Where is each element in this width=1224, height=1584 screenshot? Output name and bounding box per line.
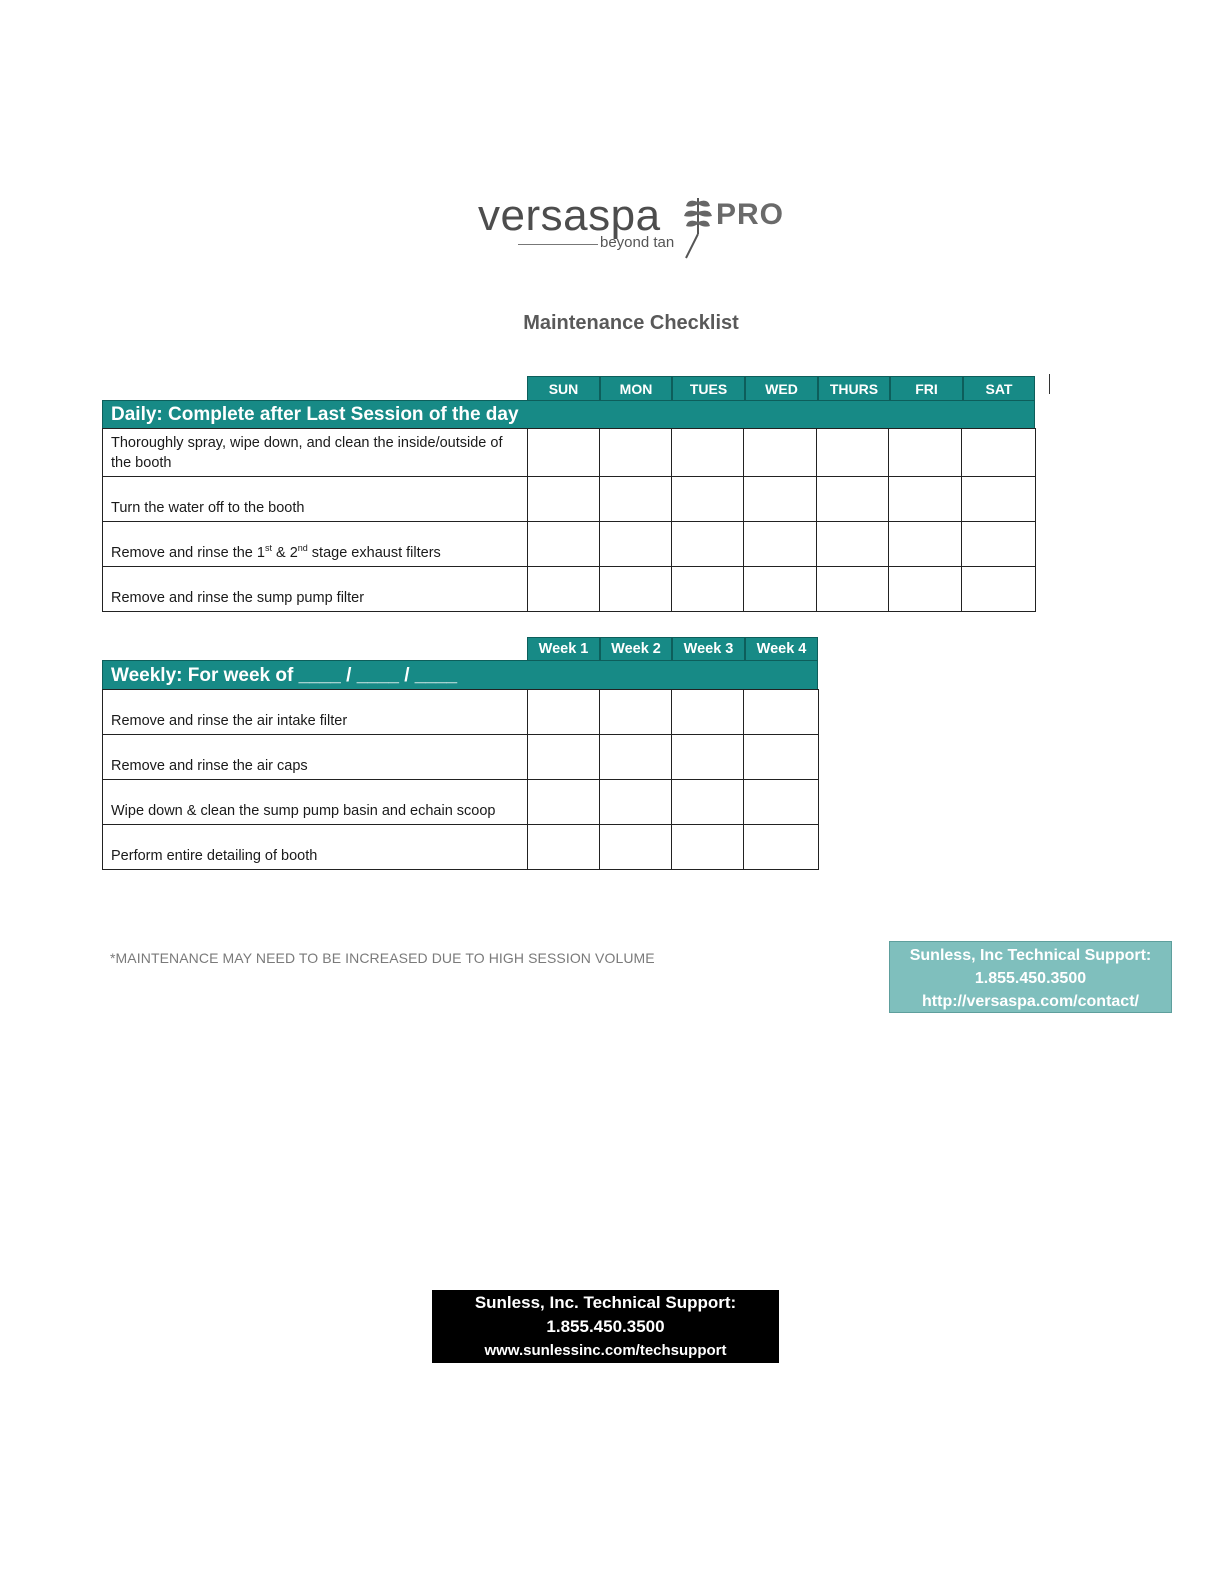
checkbox-cell[interactable] (600, 735, 672, 780)
weekly-task: Perform entire detailing of booth (103, 825, 528, 870)
logo-wordmark: versaspa (478, 191, 661, 240)
week-header-3: Week 3 (672, 637, 745, 661)
checkbox-cell[interactable] (600, 477, 672, 522)
checkbox-cell[interactable] (744, 690, 819, 735)
checkbox-cell[interactable] (889, 567, 962, 612)
table-row (103, 477, 1036, 522)
checkbox-cell[interactable] (672, 522, 744, 567)
daily-task: Remove and rinse the 1st & 2nd stage exhaust filters (103, 522, 528, 567)
checkbox-cell[interactable] (528, 522, 600, 567)
daily-task: Thoroughly spray, wipe down, and clean the inside/outside of the booth (103, 429, 528, 477)
checkbox-cell[interactable] (817, 429, 889, 477)
checkbox-cell[interactable] (744, 825, 819, 870)
checkbox-cell[interactable] (528, 477, 600, 522)
checkbox-cell[interactable] (528, 735, 600, 780)
checkbox-cell[interactable] (528, 780, 600, 825)
checkbox-cell[interactable] (889, 477, 962, 522)
checkbox-cell[interactable] (672, 780, 744, 825)
daily-task: Remove and rinse the sump pump filter (103, 567, 528, 612)
table-row (103, 825, 819, 870)
weekly-task: Remove and rinse the air intake filter (103, 690, 528, 735)
checkbox-cell[interactable] (889, 429, 962, 477)
day-header-fri: FRI (890, 376, 963, 401)
support-box-title: Sunless, Inc Technical Support: (909, 947, 1152, 964)
checkbox-cell[interactable] (672, 735, 744, 780)
checkbox-cell[interactable] (962, 522, 1036, 567)
checkbox-cell[interactable] (744, 735, 819, 780)
support-box-phone: 1.855.450.3500 (974, 970, 1087, 987)
weekly-checklist-table (102, 689, 819, 870)
table-row (103, 780, 819, 825)
week-header-1: Week 1 (527, 637, 600, 661)
daily-heading-band (102, 400, 1035, 429)
day-header-wed: WED (745, 376, 818, 401)
daily-checklist-table (102, 428, 1036, 612)
support-footer-phone: 1.855.450.3500 (546, 1317, 665, 1336)
logo-tagline: beyond tan (600, 234, 675, 251)
table-row (103, 522, 1036, 567)
checkbox-cell[interactable] (528, 567, 600, 612)
support-footer-box (432, 1290, 779, 1363)
support-box-url[interactable]: http://versaspa.com/contact/ (922, 993, 1139, 1010)
support-footer-url[interactable]: www.sunlessinc.com/techsupport (484, 1342, 727, 1359)
checkbox-cell[interactable] (962, 477, 1036, 522)
checkbox-cell[interactable] (744, 429, 817, 477)
checkbox-cell[interactable] (672, 477, 744, 522)
checkbox-cell[interactable] (528, 825, 600, 870)
leaf-icon (678, 194, 718, 260)
day-header-tues: TUES (672, 376, 745, 401)
week-header-2: Week 2 (600, 637, 672, 661)
table-row (103, 567, 1036, 612)
table-row (103, 429, 1036, 477)
checkbox-cell[interactable] (817, 567, 889, 612)
checkbox-cell[interactable] (889, 522, 962, 567)
checkbox-cell[interactable] (744, 780, 819, 825)
checkbox-cell[interactable] (744, 522, 817, 567)
checkbox-cell[interactable] (600, 690, 672, 735)
checkbox-cell[interactable] (817, 522, 889, 567)
checkbox-cell[interactable] (962, 567, 1036, 612)
week-header-4: Week 4 (745, 637, 818, 661)
checkbox-cell[interactable] (672, 567, 744, 612)
checkbox-cell[interactable] (672, 690, 744, 735)
checkbox-cell[interactable] (600, 522, 672, 567)
checkbox-cell[interactable] (744, 477, 817, 522)
text-cursor (1049, 374, 1050, 394)
checkbox-cell[interactable] (672, 429, 744, 477)
table-row (103, 735, 819, 780)
day-header-mon: MON (600, 376, 672, 401)
checkbox-cell[interactable] (600, 429, 672, 477)
checkbox-cell[interactable] (962, 429, 1036, 477)
weekly-heading-band (102, 660, 818, 690)
daily-heading: Daily: Complete after Last Session of the day (111, 404, 519, 425)
day-header-sat: SAT (963, 376, 1035, 401)
logo-underline (518, 244, 598, 245)
versaspa-pro-logo (478, 190, 798, 265)
page-title: Maintenance Checklist (523, 312, 739, 334)
weekly-task: Remove and rinse the air caps (103, 735, 528, 780)
support-footer-title: Sunless, Inc. Technical Support: (474, 1293, 737, 1312)
weekly-task: Wipe down & clean the sump pump basin and echain scoop (103, 780, 528, 825)
checkbox-cell[interactable] (528, 429, 600, 477)
checkbox-cell[interactable] (817, 477, 889, 522)
checkbox-cell[interactable] (600, 780, 672, 825)
checkbox-cell[interactable] (600, 567, 672, 612)
checkbox-cell[interactable] (600, 825, 672, 870)
daily-task: Turn the water off to the booth (103, 477, 528, 522)
weekly-heading: Weekly: For week of ____ / ____ / ____ (111, 665, 458, 686)
support-contact-box (889, 941, 1172, 1013)
checkbox-cell[interactable] (528, 690, 600, 735)
checkbox-cell[interactable] (672, 825, 744, 870)
table-row (103, 690, 819, 735)
logo-pro: PRO (716, 198, 785, 231)
day-header-sun: SUN (527, 376, 600, 401)
checkbox-cell[interactable] (744, 567, 817, 612)
day-header-thurs: THURS (818, 376, 890, 401)
maintenance-note: *MAINTENANCE MAY NEED TO BE INCREASED DUE TO HIGH SESSION VOLUME (110, 950, 655, 966)
